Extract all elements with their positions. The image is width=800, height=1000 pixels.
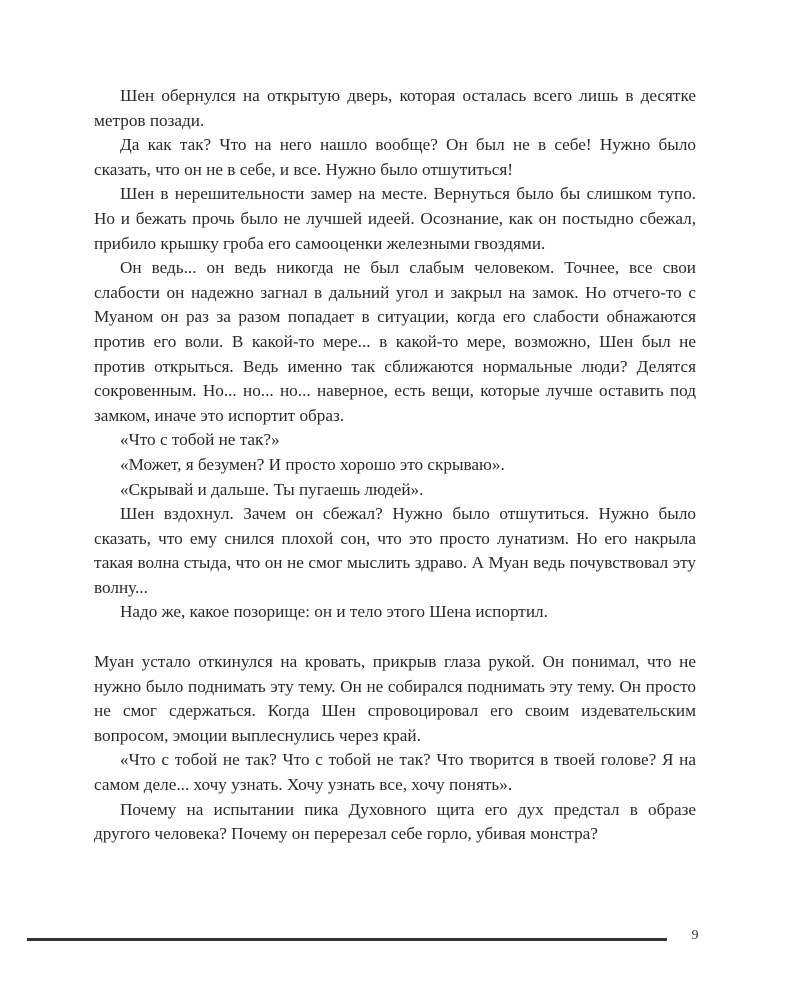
section-first-paragraph: Муан устало откинулся на кровать, прикрыв глаза рукой. Он понимал, что не нужно было поднимать эту тему. Он не собирался поднимать эту тему. Он просто не смог сдержаться. Когда Шен спровоцировал его своим издевательским вопросом, эмоции выплеснулись через край. (94, 652, 696, 745)
paragraph: Шен вздохнул. Зачем он сбежал? Нужно было отшутиться. Нужно было сказать, что ему снился плохой сон, что это просто лунатизм. Но его накрыла такая волна стыда, что он не смог мыслить здраво. А Муан ведь почувствовал эту волну... (94, 504, 696, 597)
footer-rule (27, 938, 667, 941)
dialogue-line: «Что с тобой не так? Что с тобой не так? Что творится в твоей голове? Я на самом деле... хочу узнать. Хочу узнать все, хочу понять». (94, 750, 696, 795)
dialogue-line: «Что с тобой не так?» (120, 430, 280, 450)
paragraph: Почему на испытании пика Духовного щита его дух предстал в образе другого человека? Почему он перерезал себе горло, убивая монстра? (94, 799, 696, 844)
section-break (94, 625, 696, 650)
paragraph: Шен в нерешительности замер на месте. Вернуться было бы слишком тупо. Но и бежать прочь было не лучшей идеей. Осознание, как он постыдно сбежал, прибило крышку гроба его самооценки железными гвоздями. (94, 184, 696, 253)
paragraph: Надо же, какое позорище: он и тело этого Шена испортил. (120, 602, 548, 622)
paragraph: Да как так? Что на него нашло вообще? Он был не в себе! Нужно было сказать, что он не в себе, и все. Нужно было отшутиться! (94, 135, 696, 179)
dialogue-line: «Может, я безумен? И просто хорошо это скрываю». (120, 454, 505, 474)
dialogue-line: «Скрывай и дальше. Ты пугаешь людей». (120, 479, 424, 499)
paragraph: Шен обернулся на открытую дверь, которая осталась всего лишь в десятке метров позади. (94, 86, 696, 130)
page-body (94, 84, 696, 847)
page-number: 9 (691, 928, 699, 943)
paragraph: Он ведь... он ведь никогда не был слабым человеком. Точнее, все свои слабости он надежно загнал в дальний угол и закрыл на замок. Но отчего-то с Муаном он раз за разом попадает в ситуации, когда его слабости обнажаются против его воли. В какой-то мере... в какой-то мере, возможно, Шен был не против открыться. Ведь именно так сближаются нормальные люди? Делятся сокровенным. Но... но... но... наверное, есть вещи, которые лучше оставить под замком, иначе это испортит образ. (94, 258, 696, 425)
